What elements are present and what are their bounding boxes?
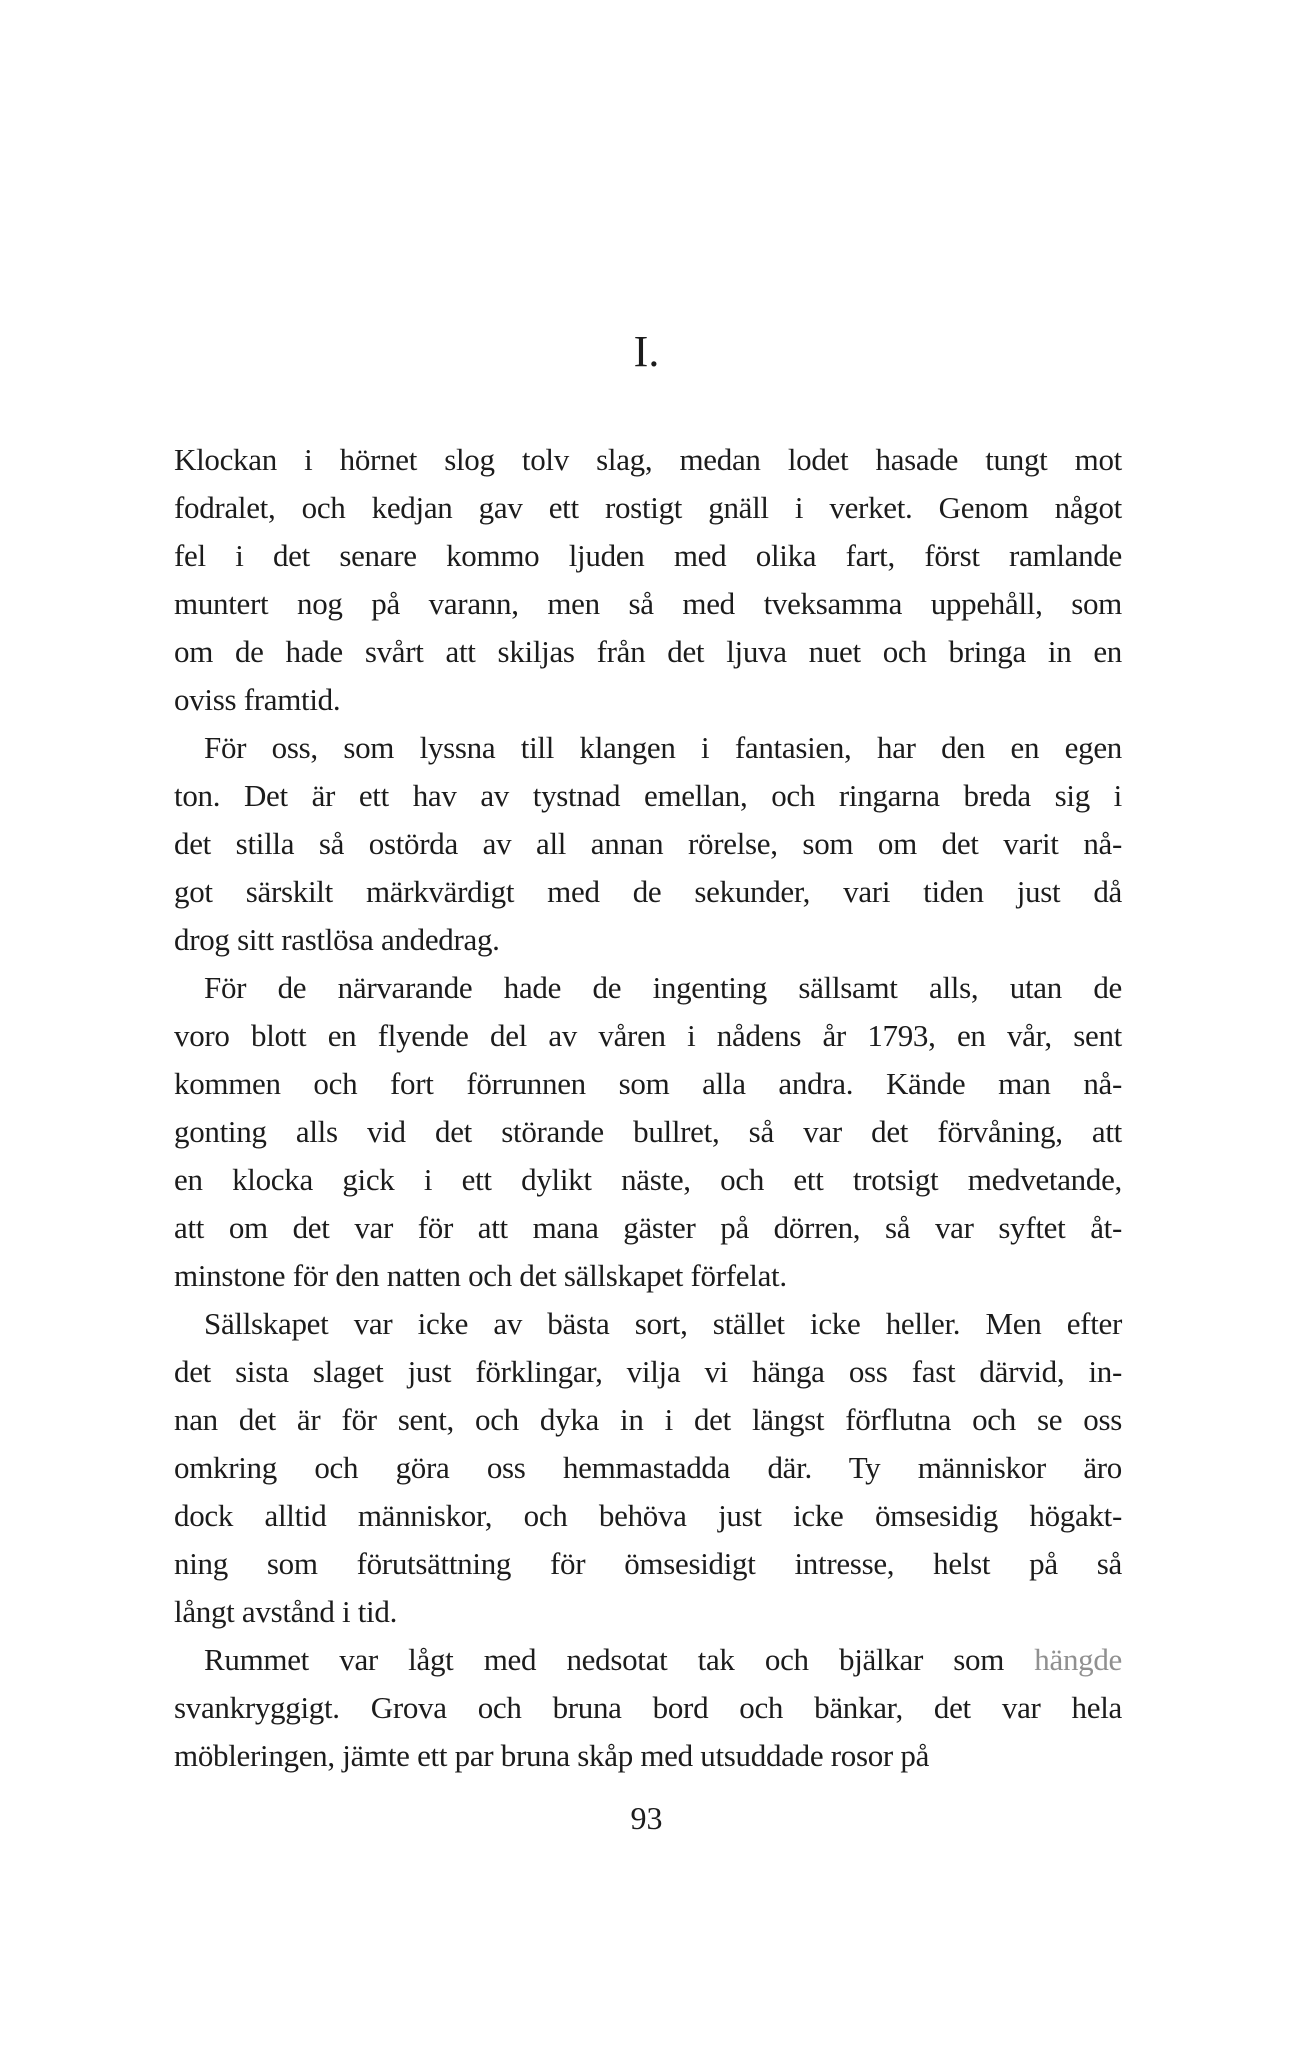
text-line: det stilla så ostörda av all annan rörelse, som om det varit nå-: [174, 826, 1122, 861]
page-number: 93: [630, 1800, 663, 1836]
text-line: voro blott en flyende del av våren i nådens år 1793, en vår, sent: [174, 1018, 1122, 1053]
text-line: fodralet, och kedjan gav ett rostigt gnäll i verket. Genom något: [174, 490, 1122, 525]
text-line: Sällskapet var icke av bästa sort, stället icke heller. Men efter: [204, 1306, 1122, 1341]
paragraph-2: [174, 724, 1122, 964]
text-line: muntert nog på varann, men så med tveksamma uppehåll, som: [174, 586, 1122, 621]
paragraph-3: [174, 964, 1122, 1300]
text-line: drog sitt rastlösa andedrag.: [174, 922, 500, 957]
text-line: att om det var för att mana gäster på dörren, så var syftet åt-: [174, 1210, 1122, 1245]
text-line: nan det är för sent, och dyka in i det längst förflutna och se oss: [174, 1402, 1122, 1437]
text-line: oviss framtid.: [174, 682, 341, 717]
text-line: [174, 1636, 1122, 1684]
text-line: möbleringen, jämte ett par bruna skåp med utsuddade rosor på: [174, 1738, 930, 1773]
text-line: got särskilt märkvärdigt med de sekunder, vari tiden just då: [174, 874, 1122, 909]
text-line: För de närvarande hade de ingenting sällsamt alls, utan de: [204, 970, 1122, 1005]
text-line: om de hade svårt att skiljas från det ljuva nuet och bringa in en: [174, 634, 1122, 669]
text-segment: Rummet var lågt med nedsotat tak och bjälkar som: [204, 1642, 1035, 1677]
text-line: det sista slaget just förklingar, vilja vi hänga oss fast därvid, in-: [174, 1354, 1122, 1389]
text-line: dock alltid människor, och behöva just icke ömsesidig högakt-: [174, 1498, 1122, 1533]
text-line: fel i det senare kommo ljuden med olika fart, först ramlande: [174, 538, 1122, 573]
text-line: omkring och göra oss hemmastadda där. Ty människor äro: [174, 1450, 1122, 1485]
text-line: kommen och fort förrunnen som alla andra. Kände man nå-: [174, 1066, 1122, 1101]
text-line: långt avstånd i tid.: [174, 1594, 398, 1629]
text-line: gonting alls vid det störande bullret, så var det förvåning, att: [174, 1114, 1122, 1149]
text-line: ton. Det är ett hav av tystnad emellan, och ringarna breda sig i: [174, 778, 1122, 813]
text-line: Klockan i hörnet slog tolv slag, medan lodet hasade tungt mot: [174, 442, 1122, 477]
paragraph-4: [174, 1300, 1122, 1636]
text-line: ning som förutsättning för ömsesidigt intresse, helst på så: [174, 1546, 1122, 1581]
text-line: minstone för den natten och det sällskapet förfelat.: [174, 1258, 787, 1293]
paragraph-5: [174, 1636, 1122, 1780]
page-text: [174, 436, 1122, 1780]
text-line: För oss, som lyssna till klangen i fantasien, har den en egen: [204, 730, 1122, 765]
faded-word: hängde: [1034, 1642, 1122, 1677]
chapter-heading: I.: [633, 327, 660, 376]
text-line: svankryggigt. Grova och bruna bord och bänkar, det var hela: [174, 1690, 1122, 1725]
text-line: en klocka gick i ett dylikt näste, och ett trotsigt medvetande,: [174, 1162, 1122, 1197]
paragraph-1: [174, 436, 1122, 724]
